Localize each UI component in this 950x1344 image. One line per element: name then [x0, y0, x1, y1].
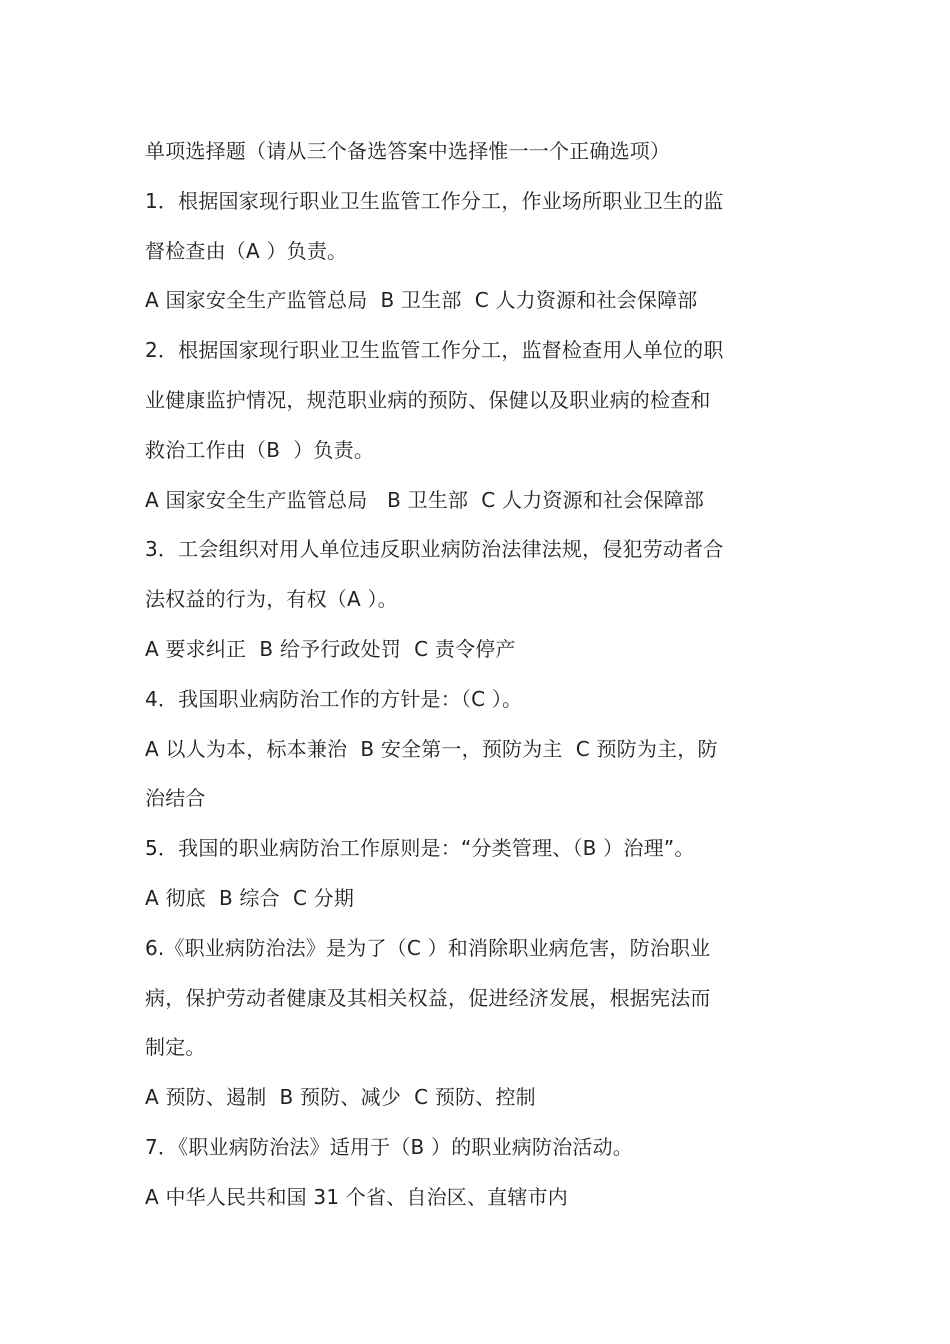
q3-text-line-1: 3．工会组织对用人单位违反职业病防治法律法规，侵犯劳动者合 — [145, 537, 724, 562]
q1-text-line-1: 1．根据国家现行职业卫生监管工作分工，作业场所职业卫生的监 — [145, 188, 724, 213]
q5-options: A 彻底 B 综合 C 分期 — [145, 885, 355, 910]
q6-options: A 预防、遏制 B 预防、减少 C 预防、控制 — [145, 1085, 536, 1110]
q1-options: A 国家安全生产监管总局 B 卫生部 C 人力资源和社会保障部 — [145, 288, 698, 313]
q6-text-line-1: 6.《职业病防治法》是为了（C ）和消除职业病危害，防治职业 — [145, 935, 711, 960]
q3-text-line-2: 法权益的行为，有权（A ）。 — [145, 587, 398, 612]
q5-text: 5．我国的职业病防治工作原则是：“分类管理、（B ）治理”。 — [145, 836, 695, 861]
q3-options: A 要求纠正 B 给予行政处罚 C 责令停产 — [145, 636, 516, 661]
q2-options: A 国家安全生产监管总局 B 卫生部 C 人力资源和社会保障部 — [145, 487, 705, 512]
q4-options-line-1: A 以人为本，标本兼治 B 安全第一，预防为主 C 预防为主，防 — [145, 736, 718, 761]
q2-text-line-2: 业健康监护情况，规范职业病的预防、保健以及职业病的检查和 — [145, 387, 711, 412]
q7-option-a: A 中华人民共和国 31 个省、自治区、直辖市内 — [145, 1184, 569, 1209]
document-body — [145, 127, 810, 1223]
section-heading: 单项选择题（请从三个备选答案中选择惟一一个正确选项） — [145, 139, 671, 163]
q6-text-line-3: 制定。 — [145, 1035, 206, 1060]
q2-text-line-1: 2．根据国家现行职业卫生监管工作分工，监督检查用人单位的职 — [145, 338, 724, 363]
q7-text: 7．《职业病防治法》适用于（B ）的职业病防治活动。 — [145, 1134, 634, 1159]
q4-text: 4．我国职业病防治工作的方针是：（C ）。 — [145, 686, 523, 711]
q4-options-line-2: 治结合 — [145, 786, 206, 811]
q1-text-line-2: 督检查由（A ）负责。 — [145, 238, 348, 263]
q6-text-line-2: 病，保护劳动者健康及其相关权益，促进经济发展，根据宪法而 — [145, 985, 711, 1010]
q2-text-line-3: 救治工作由（B ）负责。 — [145, 437, 375, 462]
